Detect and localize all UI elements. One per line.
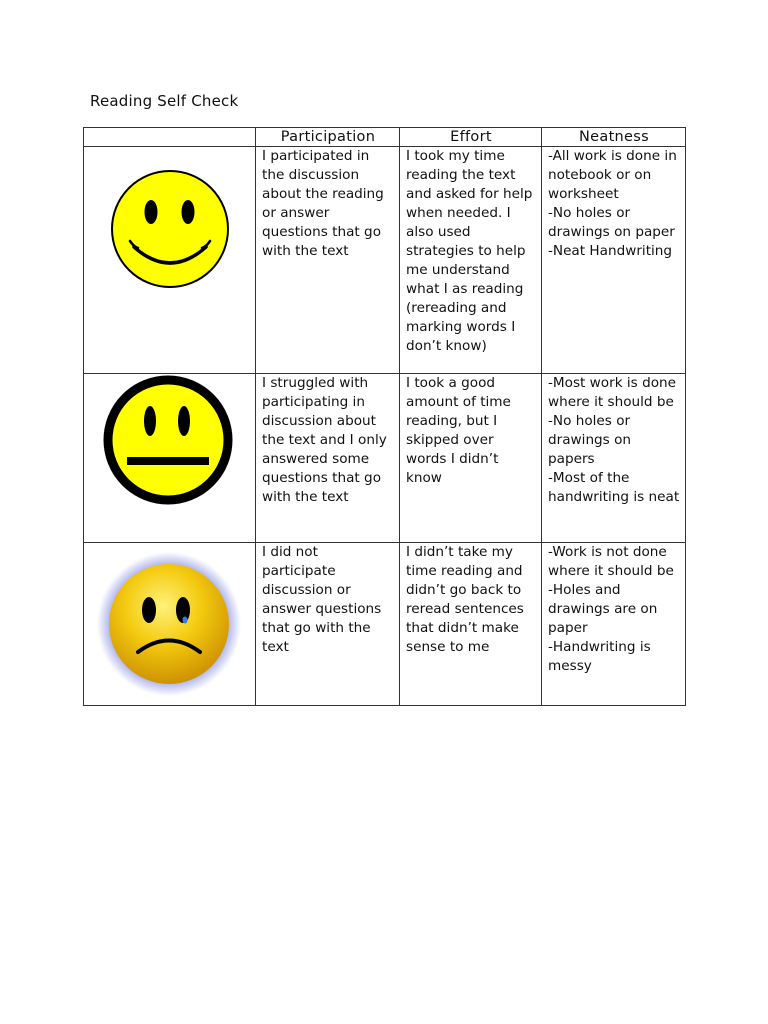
- face-cell: [84, 543, 256, 706]
- table-header-row: [84, 128, 686, 147]
- neatness-text: -Most work is done where it should be -No holes or drawings on papers -Most of the handwriting is neat: [548, 375, 680, 505]
- table-row: [84, 374, 686, 543]
- happy-face-icon: [108, 167, 232, 291]
- document-title: Reading Self Check: [90, 92, 239, 110]
- self-check-table: [83, 127, 686, 706]
- effort-cell: [400, 147, 542, 374]
- neutral-face-icon: [100, 374, 236, 509]
- participation-text: I participated in the discussion about the reading or answer questions that go with the text: [262, 148, 384, 259]
- table-row: [84, 147, 686, 374]
- participation-cell: [256, 374, 400, 543]
- participation-text: I struggled with participating in discussion about the text and I only answered some questions that go with the text: [262, 375, 387, 505]
- participation-cell: [256, 147, 400, 374]
- effort-cell: [400, 543, 542, 706]
- neatness-cell: [542, 374, 686, 543]
- participation-cell: [256, 543, 400, 706]
- table-row: [84, 543, 686, 706]
- effort-text: I took a good amount of time reading, but I skipped over words I didn’t know: [406, 375, 511, 486]
- header-effort: Effort: [400, 128, 542, 147]
- neatness-cell: [542, 147, 686, 374]
- effort-text: I took my time reading the text and asked for help when needed. I also used strategies to help me understand what I as reading (rereading and marking words I don’t know): [406, 148, 533, 354]
- face-cell: [84, 147, 256, 374]
- effort-text: I didn’t take my time reading and didn’t go back to reread sentences that didn’t make sense to me: [406, 544, 524, 655]
- participation-text: I did not participate discussion or answer questions that go with the text: [262, 544, 382, 655]
- neatness-cell: [542, 543, 686, 706]
- face-cell: [84, 374, 256, 543]
- header-blank: [84, 128, 256, 147]
- header-neatness: Neatness: [542, 128, 686, 147]
- sad-face-icon: [94, 549, 244, 699]
- header-participation: Participation: [256, 128, 400, 147]
- effort-cell: [400, 374, 542, 543]
- neatness-text: -All work is done in notebook or on worksheet -No holes or drawings on paper -Neat Handwriting: [548, 148, 677, 259]
- neatness-text: -Work is not done where it should be -Holes and drawings are on paper -Handwriting is messy: [548, 544, 674, 674]
